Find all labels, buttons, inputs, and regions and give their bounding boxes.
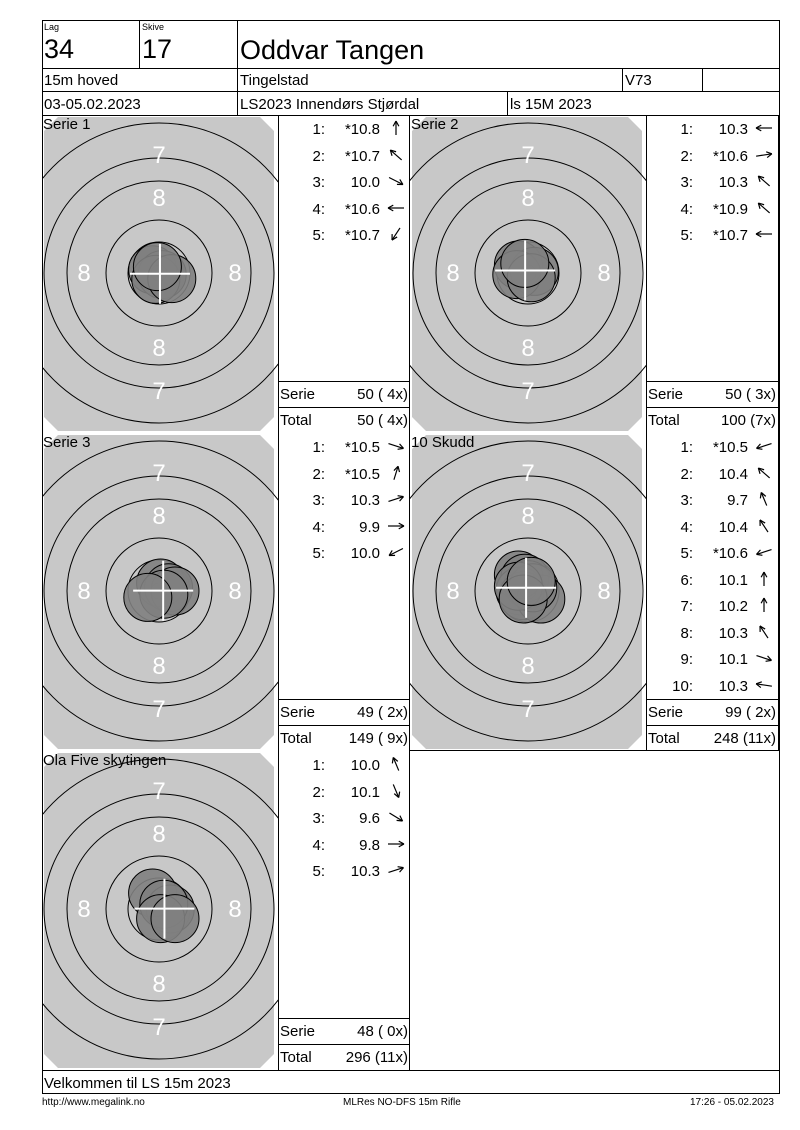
shot-number: 4: [312, 518, 325, 536]
ring-number: 7 [521, 378, 535, 405]
target-card [42, 433, 278, 751]
ring-number: 8 [597, 578, 611, 605]
club: Tingelstad [240, 72, 309, 89]
direction-arrow-icon [754, 120, 774, 136]
shot-hit [133, 243, 181, 291]
ring-number: 8 [77, 260, 91, 287]
direction-arrow-icon [386, 756, 406, 772]
shot-score: *10.7 [344, 227, 380, 244]
shot-score: *10.5 [344, 465, 380, 483]
target-card [42, 115, 278, 433]
ring-number: 8 [597, 260, 611, 287]
shot-number: 10: [672, 677, 693, 695]
shot-score: 9.6 [359, 810, 380, 827]
shot-score: 9.9 [359, 518, 380, 536]
target-card [42, 751, 278, 1070]
direction-arrow-icon [386, 120, 406, 136]
shot-score: 10.3 [718, 624, 748, 642]
footer-timestamp: 17:26 - 05.02.2023 [690, 1097, 774, 1108]
total-label: Total [648, 730, 680, 747]
direction-arrow-icon [754, 147, 774, 163]
series-title: 10 Skudd [411, 434, 475, 451]
total-label: Total [280, 730, 312, 747]
lag-value: 34 [44, 34, 75, 64]
series-panel [410, 115, 778, 433]
ring-number: 7 [521, 696, 535, 723]
shot-number: 2: [312, 465, 325, 483]
shot-number: 1: [312, 439, 325, 456]
direction-arrow-icon [754, 518, 774, 534]
shot-number: 3: [312, 810, 325, 827]
shot-number: 3: [680, 174, 693, 191]
shot-score: 9.8 [359, 836, 380, 854]
series-panel [42, 115, 410, 433]
ring-number: 8 [152, 335, 166, 362]
serie-label: Serie [280, 1023, 316, 1040]
shot-number: 1: [680, 439, 693, 456]
series-panel [42, 751, 410, 1070]
shot-score: 10.3 [350, 492, 380, 509]
direction-arrow-icon [386, 836, 406, 852]
direction-arrow-icon [754, 465, 774, 481]
shot-number: 3: [680, 492, 693, 509]
ring-number: 7 [152, 696, 166, 723]
ring-number: 8 [152, 653, 166, 680]
shot-number: 4: [312, 836, 325, 854]
event-name: LS2023 Innendørs Stjørdal [240, 96, 420, 113]
serie-value: 50 ( 3x) [725, 386, 776, 403]
direction-arrow-icon [386, 518, 406, 534]
footer-software: MLRes NO-DFS 15m Rifle [343, 1097, 461, 1108]
skive-value: 17 [142, 34, 173, 64]
shot-number: 9: [680, 651, 693, 668]
direction-arrow-icon [754, 226, 774, 242]
series-panel [410, 433, 778, 751]
welcome-text: Velkommen til LS 15m 2023 [44, 1075, 231, 1092]
shot-score: 10.0 [350, 545, 380, 562]
ring-number: 7 [152, 1014, 166, 1041]
ring-number: 8 [521, 335, 535, 362]
ring-number: 8 [521, 185, 535, 212]
shot-number: 5: [312, 863, 325, 880]
shot-score: 10.2 [718, 598, 748, 615]
shot-number: 3: [312, 174, 325, 191]
shot-number: 5: [680, 545, 693, 562]
serie-value: 50 ( 4x) [357, 386, 408, 403]
shot-number: 5: [680, 227, 693, 244]
total-label: Total [648, 412, 680, 429]
event-date: 03-05.02.2023 [44, 96, 141, 113]
ring-number: 8 [446, 578, 460, 605]
serie-label: Serie [648, 704, 684, 721]
direction-arrow-icon [386, 544, 406, 560]
ring-number: 7 [152, 378, 166, 405]
direction-arrow-icon [754, 544, 774, 560]
shot-score: *10.8 [344, 121, 380, 138]
direction-arrow-icon [386, 173, 406, 189]
footer-url[interactable]: http://www.megalink.no [42, 1097, 145, 1108]
direction-arrow-icon [754, 597, 774, 613]
shot-number: 1: [680, 121, 693, 138]
shot-score: 9.7 [727, 492, 748, 509]
total-label: Total [280, 1049, 312, 1066]
direction-arrow-icon [386, 783, 406, 799]
ring-number: 8 [152, 503, 166, 530]
direction-arrow-icon [386, 200, 406, 216]
series-title: Serie 1 [43, 116, 91, 133]
ring-number: 7 [152, 142, 166, 169]
shot-score: 10.1 [350, 783, 380, 801]
shot-number: 4: [312, 200, 325, 218]
shot-hit [151, 895, 199, 943]
shot-score: *10.9 [712, 200, 748, 218]
series-title: Serie 3 [43, 434, 91, 451]
shot-score: *10.6 [712, 545, 748, 562]
direction-arrow-icon [754, 677, 774, 693]
direction-arrow-icon [386, 862, 406, 878]
shot-score: *10.6 [712, 147, 748, 165]
shot-score: 10.3 [350, 863, 380, 880]
shooter-name: Oddvar Tangen [240, 35, 425, 65]
total-value: 296 (11x) [345, 1049, 408, 1066]
shot-number: 2: [312, 147, 325, 165]
direction-arrow-icon [754, 200, 774, 216]
total-value: 50 ( 4x) [357, 412, 408, 429]
shot-number: 6: [680, 571, 693, 589]
serie-label: Serie [280, 704, 316, 721]
direction-arrow-icon [386, 491, 406, 507]
target-card [410, 115, 646, 433]
shot-score: *10.7 [344, 147, 380, 165]
lag-label: Lag [44, 22, 60, 32]
series-title: Serie 2 [411, 116, 459, 133]
series-title: Ola Five skytingen [43, 752, 167, 769]
shot-number: 5: [312, 227, 325, 244]
series-panel [42, 433, 410, 751]
ring-number: 8 [228, 578, 242, 605]
shot-score: 10.4 [718, 465, 748, 483]
serie-value: 99 ( 2x) [725, 704, 776, 721]
shot-number: 7: [680, 598, 693, 615]
ring-number: 8 [521, 503, 535, 530]
ring-number: 7 [521, 460, 535, 487]
shot-number: 2: [680, 147, 693, 165]
direction-arrow-icon [386, 809, 406, 825]
ring-number: 8 [152, 971, 166, 998]
ring-number: 7 [152, 778, 166, 805]
class-code: V73 [625, 72, 652, 89]
total-label: Total [280, 412, 312, 429]
target-card [410, 433, 646, 751]
ring-number: 8 [77, 896, 91, 923]
serie-label: Serie [280, 386, 316, 403]
shot-number: 4: [680, 200, 693, 218]
serie-value: 49 ( 2x) [357, 704, 408, 721]
shot-number: 1: [312, 757, 325, 774]
shot-score: 10.0 [350, 757, 380, 774]
total-value: 149 ( 9x) [348, 730, 408, 747]
serie-value: 48 ( 0x) [357, 1023, 408, 1040]
total-value: 100 (7x) [720, 412, 776, 429]
shot-hit [124, 573, 172, 621]
shot-number: 1: [312, 121, 325, 138]
shot-score: *10.7 [712, 227, 748, 244]
direction-arrow-icon [754, 438, 774, 454]
shot-score: 10.0 [350, 174, 380, 191]
ring-number: 8 [77, 578, 91, 605]
direction-arrow-icon [386, 465, 406, 481]
shot-number: 8: [680, 624, 693, 642]
ring-number: 8 [228, 260, 242, 287]
shot-number: 3: [312, 492, 325, 509]
klasse: 15m hoved [44, 72, 119, 89]
direction-arrow-icon [386, 226, 406, 242]
shot-number: 2: [312, 783, 325, 801]
direction-arrow-icon [754, 173, 774, 189]
shot-hit [507, 557, 555, 605]
shot-number: 4: [680, 518, 693, 536]
ring-number: 7 [152, 460, 166, 487]
shot-score: *10.6 [344, 200, 380, 218]
shot-number: 2: [680, 465, 693, 483]
shot-score: 10.4 [718, 518, 748, 536]
shot-score: 10.3 [718, 677, 748, 695]
shot-score: 10.1 [718, 651, 748, 668]
direction-arrow-icon [754, 491, 774, 507]
shot-score: 10.3 [718, 121, 748, 138]
shot-score: 10.1 [718, 571, 748, 589]
ring-number: 8 [446, 260, 460, 287]
direction-arrow-icon [754, 571, 774, 587]
direction-arrow-icon [386, 438, 406, 454]
ring-number: 8 [152, 821, 166, 848]
skive-label: Skive [142, 22, 165, 32]
shot-number: 5: [312, 545, 325, 562]
total-value: 248 (11x) [713, 730, 776, 747]
ring-number: 8 [228, 896, 242, 923]
shot-score: *10.5 [712, 439, 748, 456]
ring-number: 8 [152, 185, 166, 212]
serie-label: Serie [648, 386, 684, 403]
shot-score: 10.3 [718, 174, 748, 191]
direction-arrow-icon [754, 650, 774, 666]
discipline: ls 15M 2023 [510, 96, 592, 113]
direction-arrow-icon [386, 147, 406, 163]
ring-number: 8 [521, 653, 535, 680]
direction-arrow-icon [754, 624, 774, 640]
ring-number: 7 [521, 142, 535, 169]
shot-score: *10.5 [344, 439, 380, 456]
